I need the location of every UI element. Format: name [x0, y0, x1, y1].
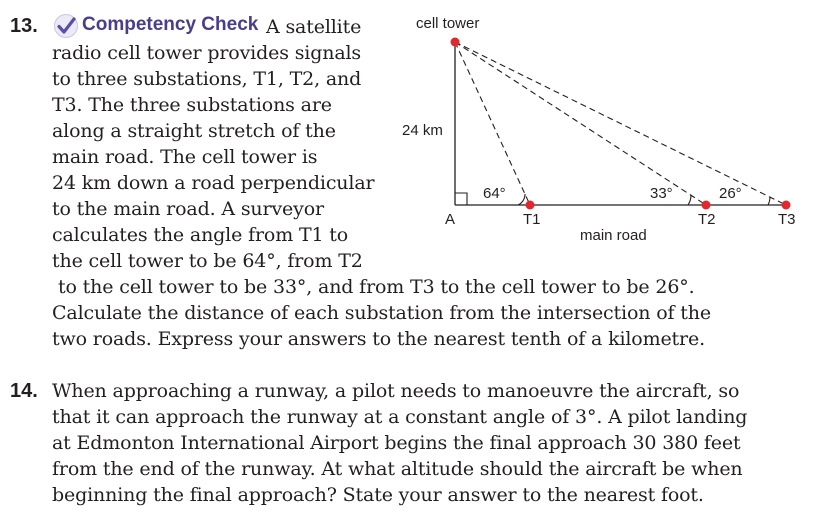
- q13-text-line-13: two roads. Express your answers to the nearest tenth of a kilometre.: [52, 328, 705, 350]
- q14-text-line-3: at Edmonton International Airport begins the final approach 30 380 feet: [52, 432, 741, 454]
- t2-point: [702, 201, 711, 210]
- q13-text-line-9: calculates the angle from T1 to: [52, 224, 349, 246]
- angle-arc-t3: [768, 197, 770, 205]
- q13-text-line-3: to three substations, T1, T2, and: [52, 68, 362, 90]
- point-a-label: A: [445, 211, 456, 228]
- q13-text-line-11: to the cell tower to be 33°, and from T3 to the cell tower to be 26°.: [58, 276, 695, 298]
- q14-text-line-5: beginning the final approach? State your answer to the nearest foot.: [52, 484, 704, 506]
- q13-text-line-6: main road. The cell tower is: [52, 146, 318, 168]
- q13-text-line-4: T3. The three substations are: [52, 94, 332, 116]
- q14-text-line-1: When approaching a runway, a pilot needs to manoeuvre the aircraft, so: [52, 380, 740, 402]
- angle-26-label: 26°: [719, 185, 742, 202]
- angle-33-label: 33°: [650, 185, 673, 202]
- q13-text-line-8: to the main road. A surveyor: [52, 198, 324, 220]
- q13-text-line-7: 24 km down a road perpendicular: [52, 172, 375, 194]
- t3-label: T3: [778, 211, 796, 228]
- angle-64-label: 64°: [483, 185, 506, 202]
- q13-text-line-5: along a straight stretch of the: [52, 120, 336, 142]
- competency-check-label: Competency Check: [82, 14, 259, 35]
- q14-text-line-4: from the end of the runway. At what altitude should the aircraft be when: [52, 458, 743, 480]
- t2-label: T2: [698, 211, 716, 228]
- angle-arc-t2: [688, 195, 691, 205]
- t3-point: [782, 201, 791, 210]
- main-road-label: main road: [580, 227, 647, 244]
- right-angle-marker: [455, 193, 467, 205]
- sight-line-t2: [455, 42, 706, 205]
- question-14-number: 14.: [10, 380, 38, 402]
- height-label: 24 km: [402, 122, 443, 139]
- q14-text-line-2: that it can approach the runway at a constant angle of 3°. A pilot landing: [52, 406, 748, 428]
- q13-text-line-10: the cell tower to be 64°, from T2: [52, 250, 363, 272]
- t1-point: [526, 201, 535, 210]
- q13-text-line-1: A satellite: [266, 16, 362, 38]
- sight-line-t3: [455, 42, 786, 205]
- cell-tower-label: cell tower: [416, 15, 480, 32]
- tower-point: [451, 38, 460, 47]
- question-13-number: 13.: [10, 15, 38, 37]
- q13-text-line-12: Calculate the distance of each substation from the intersection of the: [52, 302, 711, 324]
- angle-arc-t1: [518, 194, 525, 205]
- t1-label: T1: [523, 211, 541, 228]
- q13-text-line-2: radio cell tower provides signals: [52, 42, 362, 64]
